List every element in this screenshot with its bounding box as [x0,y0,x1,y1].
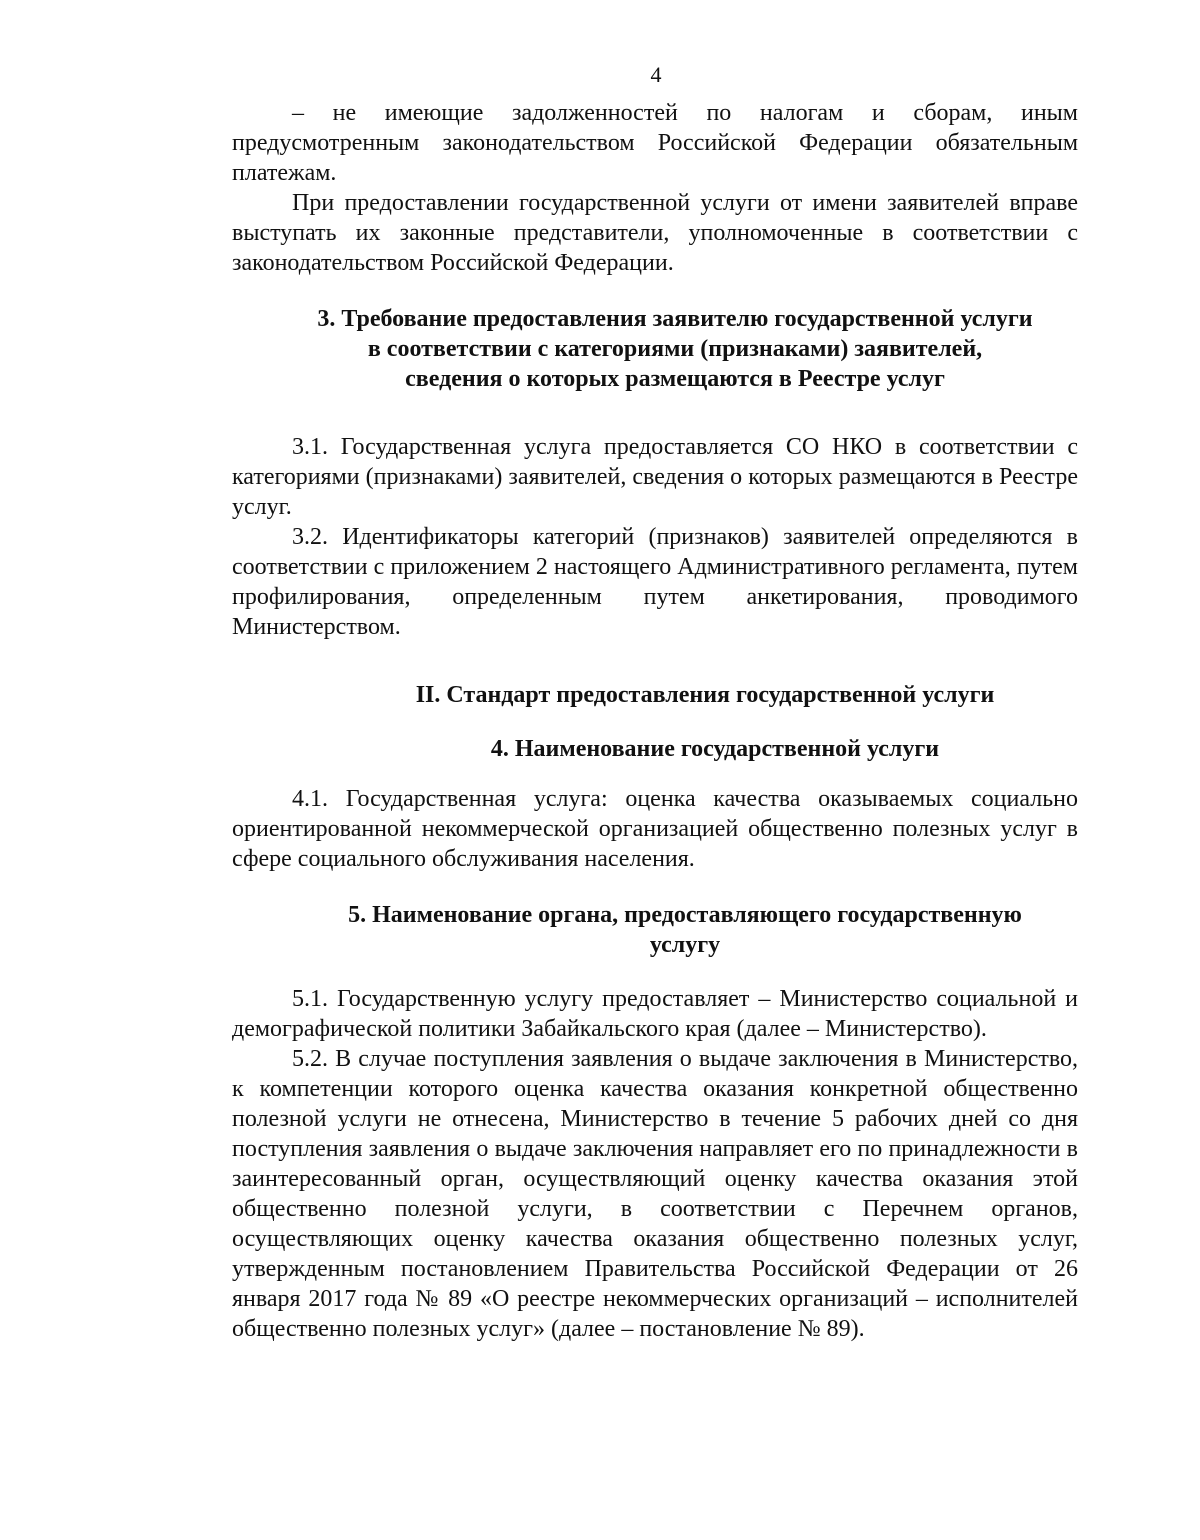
section-5-heading [232,900,1078,960]
section-3-heading [232,304,1078,394]
section-5-heading-line-1: 5. Наименование органа, предоставляющего государственную [348,902,1022,928]
section-5-body [232,984,1078,1344]
intro-paragraph-1: – не имеющие задолженностей по налогам и сборам, иным предусмотренным законодательством Российской Федерации обязательным платежам. [232,100,1078,186]
section-4-body [232,784,1078,874]
section-3-body [232,432,1078,642]
intro-paragraph-2: При предоставлении государственной услуги от имени заявителей вправе выступать их законные представители, уполномоченные в соответствии с законодательством Российской Федерации. [232,190,1078,276]
section-3-heading-line-3: сведения о которых размещаются в Реестре услуг [405,366,945,392]
page-number: 4 [650,62,662,87]
section-3-heading-line-2: в соответствии с категориями (признаками) заявителей, [367,336,983,362]
document-page [232,60,1078,1344]
paragraph-4-1: 4.1. Государственная услуга: оценка качества оказываемых социально ориентированной некоммерческой организацией общественно полезных услуг в сфере социального обслуживания населения. [232,786,1078,872]
section-4-heading: 4. Наименование государственной услуги [490,736,940,762]
section-3-heading-line-1: 3. Требование предоставления заявителю государственной услуги [317,306,1033,332]
section-5-heading-line-2: услугу [649,932,721,958]
paragraph-5-2: 5.2. В случае поступления заявления о выдаче заключения в Министерство, к компетенции которого оценка качества оказания конкретной общественно полезной услуги не отнесена, Министерство в течение 5 рабочих дней со дня поступления заявления о выдаче заключения направляет его по принадлежности в заинтересованный орган, осуществляющий оценку качества оказания этой общественно полезной услуги, в соответствии с Перечнем органов, осуществляющих оценку качества оказания общественно полезных услуг, утвержденным постановлением Правительства Российской Федерации от 26 января 2017 года № 89 «О реестре некоммерческих организаций – исполнителей общественно полезных услуг» (далее – постановление № 89). [232,1046,1078,1342]
paragraph-3-1: 3.1. Государственная услуга предоставляется СО НКО в соответствии с категориями (признаками) заявителей, сведения о которых размещаются в Реестре услуг. [232,434,1078,520]
paragraph-5-1: 5.1. Государственную услугу предоставляет – Министерство социальной и демографической политики Забайкальского края (далее – Министерство). [232,986,1078,1042]
paragraph-3-2: 3.2. Идентификаторы категорий (признаков) заявителей определяются в соответствии с приложением 2 настоящего Административного регламента, путем профилирования, определенным путем анкетирования, проводимого Министерством. [232,524,1078,640]
part-2-heading: II. Стандарт предоставления государственной услуги [415,682,995,708]
